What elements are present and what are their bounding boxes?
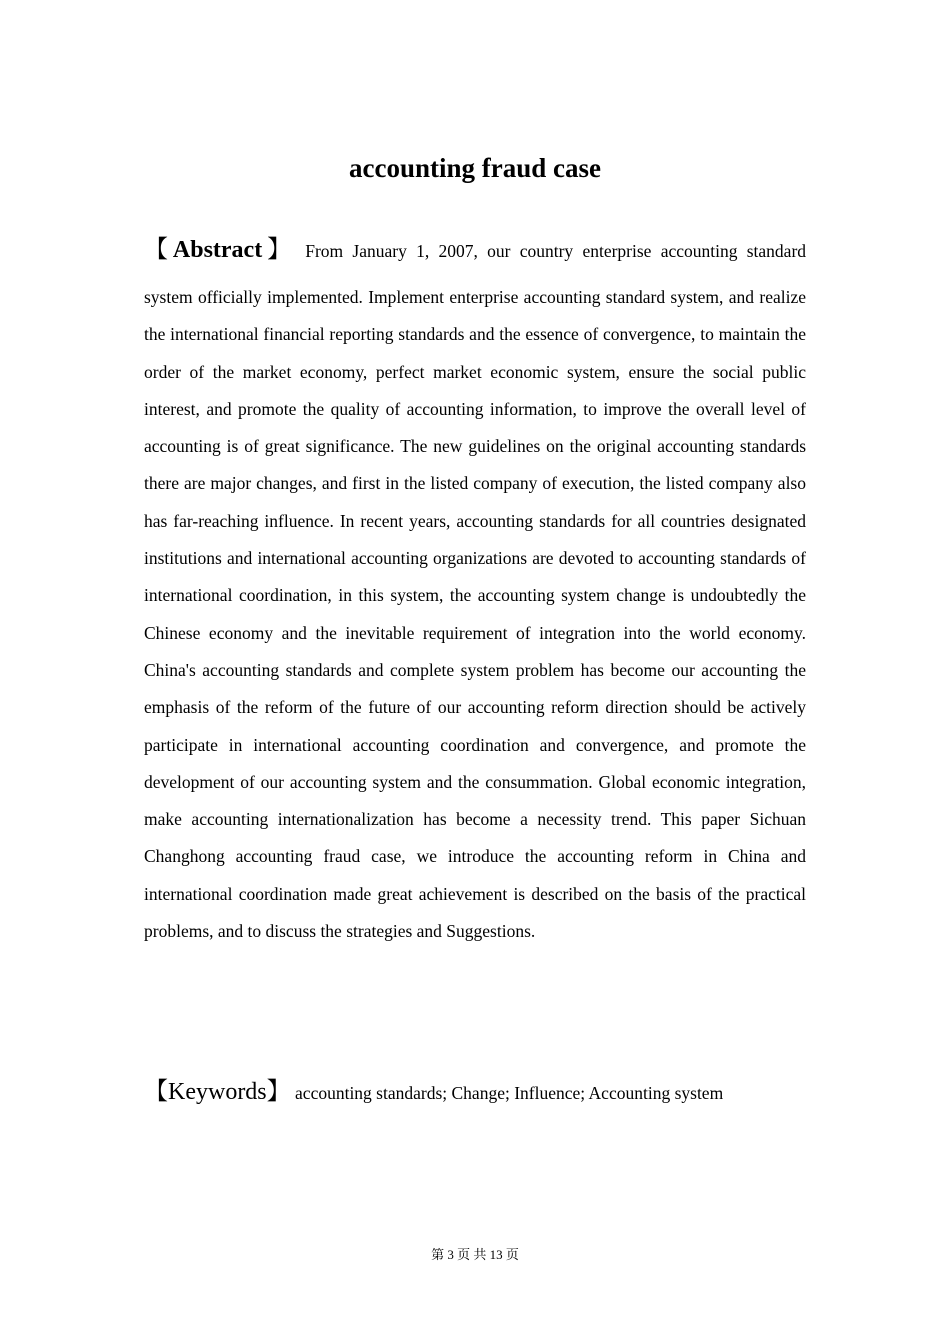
abstract-label: Abstract bbox=[172, 237, 263, 263]
keywords-bracket-open: 【 bbox=[144, 1079, 168, 1105]
abstract-paragraph bbox=[144, 230, 806, 950]
page-number-footer: 第 3 页 共 13 页 bbox=[431, 1247, 519, 1262]
abstract-bracket-close: 】 bbox=[262, 237, 296, 263]
abstract-body-text: system officially implemented. Implement enterprise accounting standard system, and realize the international financial reporting standards and the essence of convergence, to maintain the order of the market economy, perfect market economic system, ensure the social public interest, and promote the quality of accounting information, to improve the overall level of accounting is of great significance. The new guidelines on the original accounting standards there are major changes, and first in the listed company of execution, the listed company also has far-reaching influence. In recent years, accounting standards for all countries designated institutions and international accounting organizations are devoted to accounting standards of international coordination, in this system, the accounting system change is undoubtedly the Chinese economy and the inevitable requirement of integration into the world economy. China's accounting standards and complete system problem has become our accounting the emphasis of the reform of the future of our accounting reform direction should be actively participate in international accounting coordination and convergence, and promote the development of our accounting system and the consummation. Global economic integration, make accounting internationalization has become a necessity trend. This paper Sichuan Changhong accounting fraud case, we introduce the accounting reform in China and international coordination made great achievement is described on the basis of the practical problems, and to discuss the strategies and Suggestions. bbox=[144, 287, 806, 942]
keywords-line bbox=[144, 1072, 844, 1113]
keywords-text: accounting standards; Change; Influence; Accounting system bbox=[295, 1083, 724, 1103]
abstract-first-line bbox=[144, 230, 806, 271]
document-title: accounting fraud case bbox=[349, 153, 601, 184]
abstract-first-line-text: From January 1, 2007, our country enterprise accounting standard bbox=[305, 241, 807, 261]
abstract-bracket-open: 【 bbox=[144, 237, 173, 263]
keywords-bracket-close: 】 bbox=[266, 1079, 291, 1105]
keywords-label: Keywords bbox=[168, 1079, 267, 1105]
